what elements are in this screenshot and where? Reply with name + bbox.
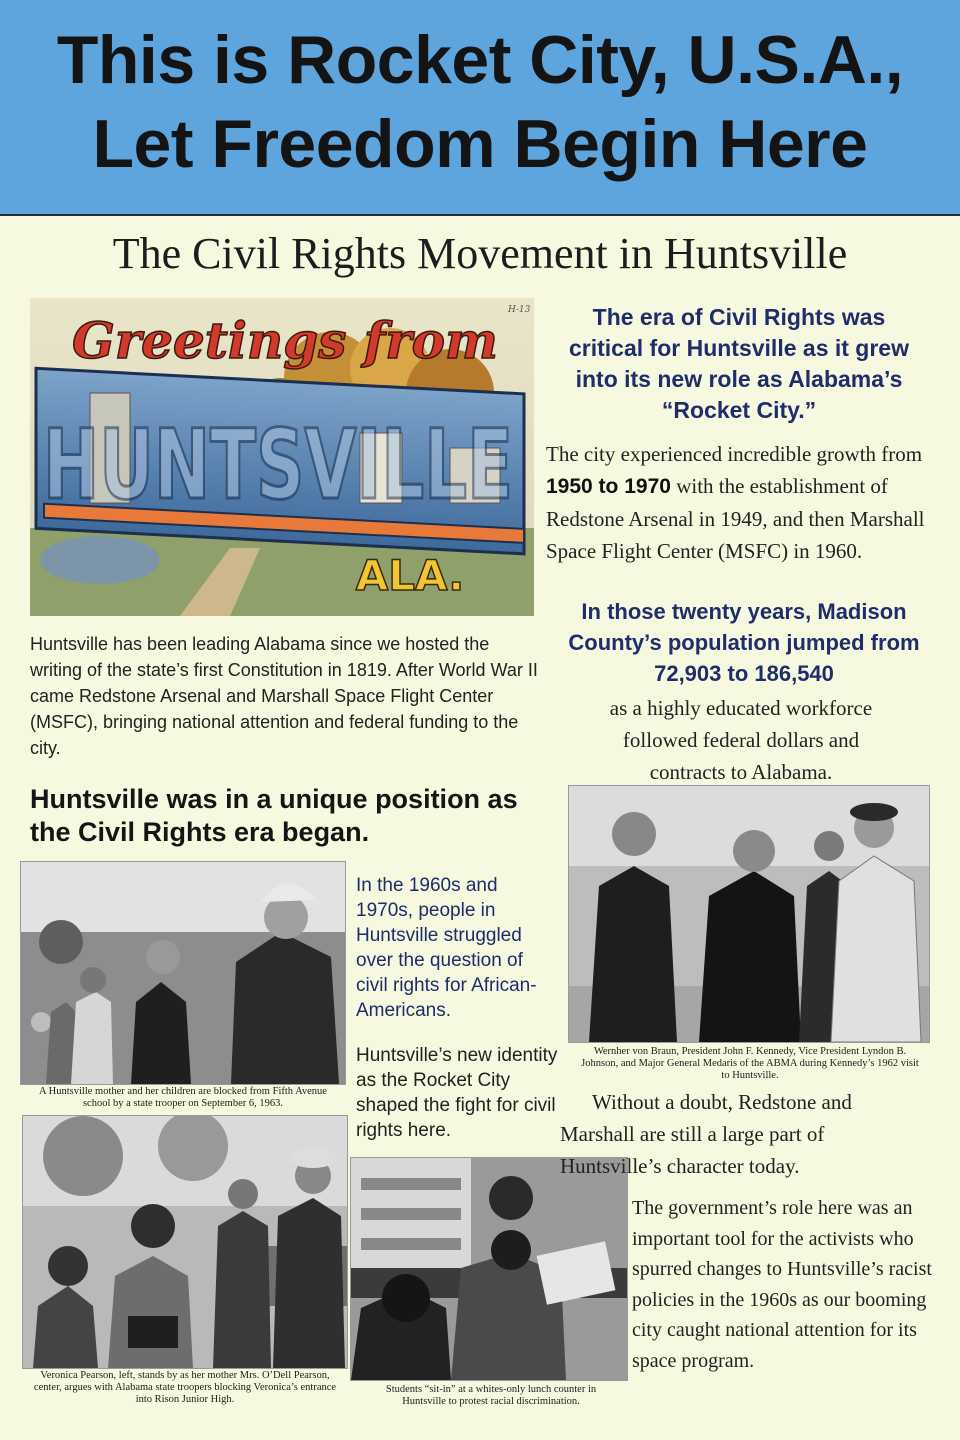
struggle-text: In the 1960s and 1970s, people in Huntsville struggled over the question of civil rights for African-Americans. [356,875,537,1021]
main-title [0,18,960,186]
pearson-caption: Veronica Pearson, left, stands by as her mother Mrs. O’Dell Pearson, center, argues with Alabama state troopers blocking Veronica’s entrance into Rison Junior High. [33,1370,337,1405]
unique-heading: Huntsville was in a unique position as the Civil Rights era began. [30,784,518,847]
mother-photo [20,861,346,1085]
kennedy-caption: Wernher von Braun, President John F. Kennedy, Vice President Lyndon B. Johnson, and Major General Medaris of the ABMA during Kennedy’s 1962 visit to Huntsville. [581,1046,919,1081]
postcard-image [30,298,534,616]
title-line-2: Let Freedom Begin Here [92,106,868,182]
postcard-state: ALA. [355,551,465,600]
subtitle: The Civil Rights Movement in Huntsville [112,229,848,278]
growth-paragraph [546,438,940,567]
doubt-paragraph: Without a doubt, Redstone and Marshall are still a large part of Huntsville’s character today. [560,1090,852,1178]
sitin-photo [350,1157,628,1381]
postcard-script: Greetings from [72,311,498,370]
mother-caption: A Huntsville mother and her children are blocked from Fifth Avenue school by a state trooper on September 6, 1963. [39,1086,327,1109]
growth-prefix: The city experienced incredible growth from [546,442,923,466]
title-line-1: This is Rocket City, U.S.A., [56,22,904,98]
population-text: as a highly educated workforce followed federal dollars and contracts to Alabama. [609,696,873,784]
population-heading: In those twenty years, Madison County’s population jumped from 72,903 to 186,540 [568,599,920,686]
pearson-photo [22,1115,348,1369]
postcard-block-text: HUNTSVILLE [43,409,513,521]
postcard-code: H-13 [508,305,531,315]
growth-suffix: with the establishment of Redstone Arsenal in 1949, and then Marshall Space Flight Center (MSFC) in 1960. [546,474,925,563]
intro-paragraph: Huntsville has been leading Alabama since we hosted the writing of the state’s first Constitution in 1819. After World War II came Redstone Arsenal and Marshall Space Flight Center (MSFC), bringing national attention and federal funding to the city. [30,634,538,758]
doubt-text [560,1086,930,1182]
identity-text: Huntsville’s new identity as the Rocket City shaped the fight for civil rights here. [356,1045,558,1141]
sitin-caption: Students “sit-in” at a whites-only lunch counter in Huntsville to protest racial discrimination. [385,1384,597,1407]
era-heading: The era of Civil Rights was critical for Huntsville as it grew into its new role as Alabama’s “Rocket City.” [569,304,909,423]
government-text: The government’s role here was an important tool for the activists who spurred changes to Huntsville’s racist policies in the 1960s as our booming city caught national attention for its space program. [632,1197,932,1372]
growth-years: 1950 to 1970 [546,475,671,498]
kennedy-photo [568,785,930,1043]
